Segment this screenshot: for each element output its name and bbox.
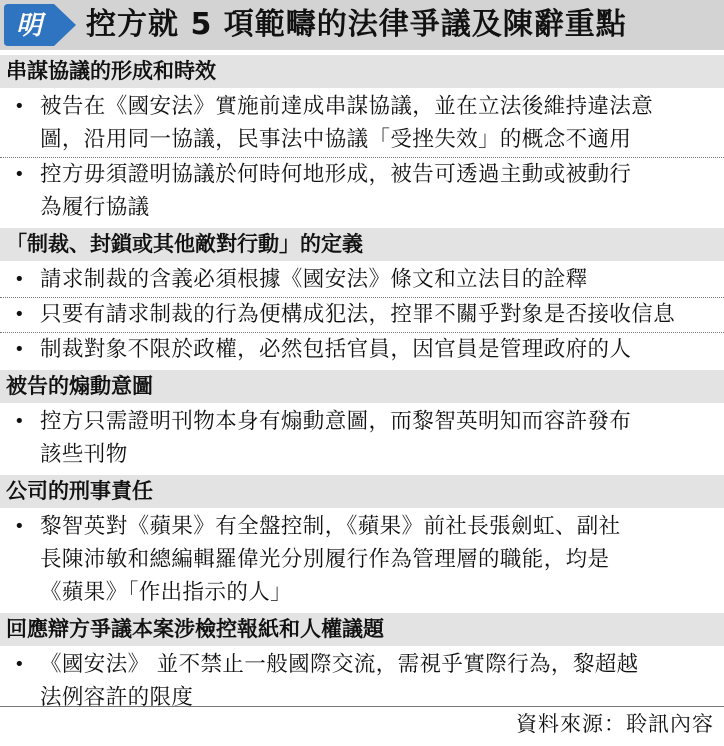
- item-text: [40, 158, 718, 224]
- bullet-icon: •: [14, 304, 25, 325]
- item-text-line: 該些刊物: [40, 442, 128, 467]
- list-item: [0, 298, 724, 331]
- item-text-line: 被告在《國安法》實施前達成串謀協議，並在立法後維持違法意: [40, 94, 654, 119]
- bullet-icon: •: [14, 411, 25, 432]
- section-heading: 被告的煽動意圖: [0, 370, 724, 403]
- item-text: [40, 648, 718, 714]
- bullet-icon: •: [14, 269, 25, 290]
- list-item: [0, 158, 724, 224]
- item-text-line: 控方毋須證明協議於何時何地形成，被告可透過主動或被動行: [40, 162, 632, 187]
- item-text-line: 黎智英對《蘋果》有全盤控制，《蘋果》前社長張劍虹、副社: [40, 514, 621, 539]
- section-heading: 串謀協議的形成和時效: [0, 55, 724, 88]
- section-heading: 公司的刑事責任: [0, 475, 724, 508]
- item-text-line: 圖，沿用同一協議，民事法中協議「受挫失效」的概念不適用: [40, 127, 632, 152]
- list-item: [0, 90, 724, 156]
- item-text: [40, 405, 718, 471]
- item-text-line: 制裁對象不限於政權，必然包括官員，因官員是管理政府的人: [40, 337, 632, 362]
- bullet-icon: •: [14, 654, 25, 675]
- ming-pao-logo: [2, 1, 80, 49]
- list-item: [0, 405, 724, 471]
- page-title: 控方就 5 項範疇的法律爭議及陳辭重點: [86, 7, 627, 42]
- logo-icon: [2, 1, 80, 49]
- item-text-line: 為履行協議: [40, 195, 150, 220]
- item-text: [40, 298, 718, 331]
- source-note: 資料來源：聆訊內容: [516, 712, 714, 736]
- list-item: [0, 333, 724, 366]
- section-heading: 「制裁、封鎖或其他敵對行動」的定義: [0, 228, 724, 261]
- bullet-icon: •: [14, 96, 25, 117]
- item-text: [40, 510, 718, 609]
- item-text-line: 《蘋果》「作出指示的人」: [40, 580, 293, 605]
- list-item: [0, 648, 724, 714]
- bullet-icon: •: [14, 339, 25, 360]
- item-text-line: 法例容許的限度: [40, 685, 194, 710]
- item-text: [40, 333, 718, 366]
- item-text-line: 只要有請求制裁的行為便構成犯法，控罪不關乎對象是否接收信息: [40, 302, 676, 327]
- item-text: [40, 90, 718, 156]
- title-bar: [0, 0, 724, 50]
- item-text-line: 控方只需證明刊物本身有煽動意圖，而黎智英明知而容許發布: [40, 409, 632, 434]
- item-text-line: 長陳沛敏和總編輯羅偉光分別履行作為管理層的職能，均是: [40, 547, 610, 572]
- item-text: [40, 263, 718, 296]
- section-heading: 回應辯方爭議本案涉檢控報紙和人權議題: [0, 613, 724, 646]
- bullet-icon: •: [14, 164, 25, 185]
- logo-text: 明: [15, 11, 43, 41]
- list-item: [0, 263, 724, 296]
- bullet-icon: •: [14, 516, 25, 537]
- list-item: [0, 510, 724, 609]
- item-text-line: 請求制裁的含義必須根據《國安法》條文和立法目的詮釋: [40, 267, 588, 292]
- item-text-line: 《國安法》 並不禁止一般國際交流，需視乎實際行為，黎超越: [40, 652, 639, 677]
